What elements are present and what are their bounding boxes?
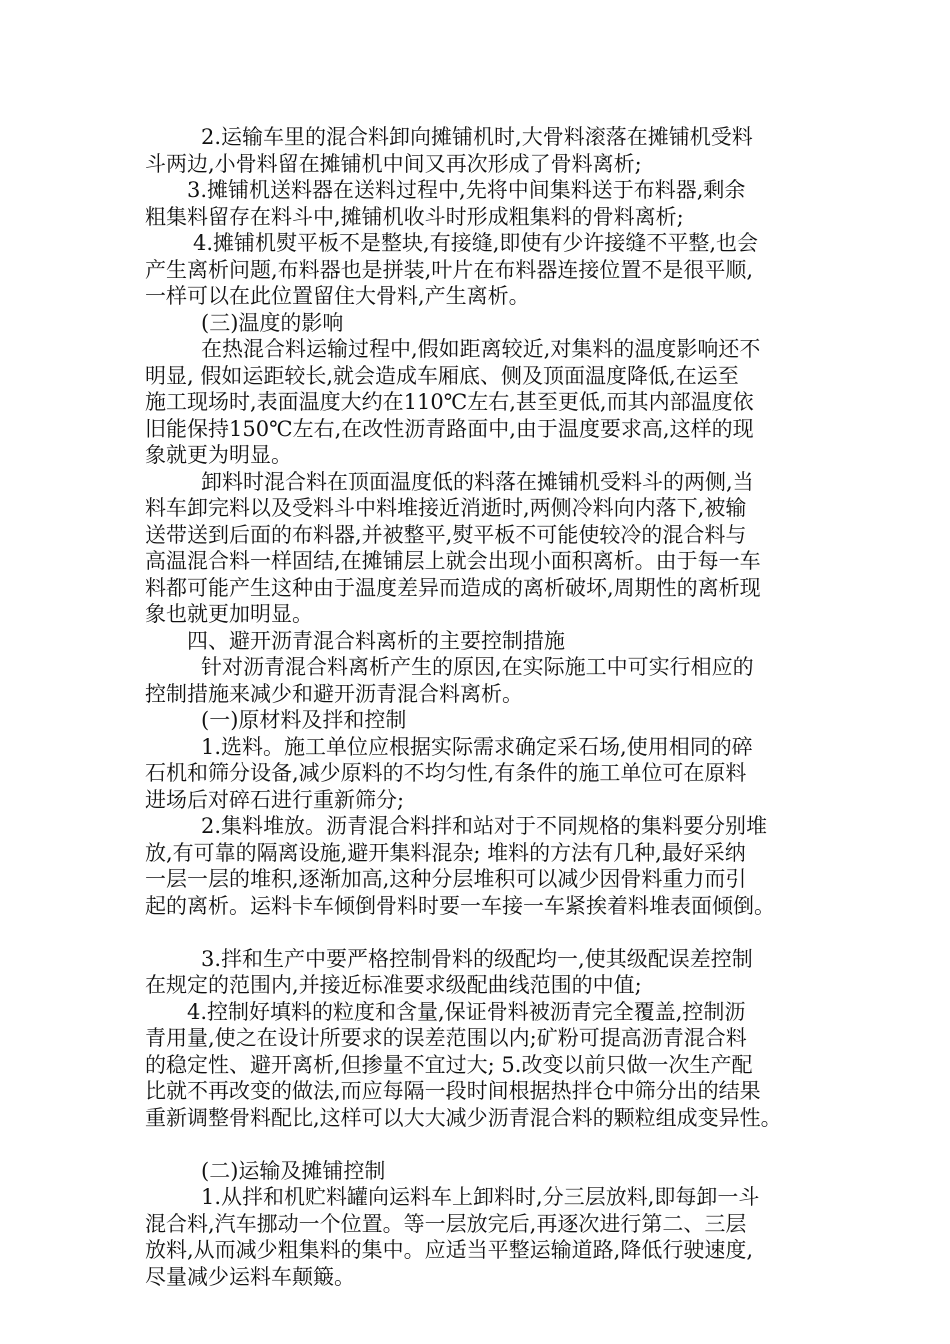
text-line: 放,有可靠的隔离设施,避开集料混杂; 堆料的方法有几种,最好采纳 xyxy=(145,840,746,865)
paragraph-p1 xyxy=(145,124,825,177)
text-line: 四、避开沥青混合料离析的主要控制措施 xyxy=(187,628,565,653)
text-line: 高温混合料一样固结,在摊铺层上就会出现小面积离析。由于每一车 xyxy=(145,549,761,573)
text-line: 尽量减少运料车颠簸。 xyxy=(145,1264,355,1289)
text-line: (二)运输及摊铺控制 xyxy=(201,1158,386,1183)
text-line: 4.摊铺机熨平板不是整块,有接缝,即使有少许接缝不平整,也会 xyxy=(193,231,759,255)
text-line: 卸料时混合料在顶面温度低的料落在摊铺机受料斗的两侧,当 xyxy=(201,469,754,494)
text-line: (一)原材料及拌和控制 xyxy=(201,708,407,732)
text-line: 的稳定性、避开离析,但掺量不宜过大; 5.改变以前只做一次生产配 xyxy=(145,1052,753,1077)
text-line: 青用量,使之在设计所要求的误差范围以内;矿粉可提高沥青混合料 xyxy=(145,1026,747,1050)
text-line: 一样可以在此位置留住大骨料,产生离析。 xyxy=(145,284,530,308)
text-line: 比就不再改变的做法,而应每隔一段时间根据热拌仓中筛分出的结果 xyxy=(145,1079,761,1103)
text-line: 1.从拌和机贮料罐向运料车上卸料时,分三层放料,即每卸一斗 xyxy=(201,1185,760,1209)
text-line: 控制措施来减少和避开沥青混合料离析。 xyxy=(145,681,523,706)
text-line: 送带送到后面的布料器,并被整平,熨平板不可能使较冷的混合料与 xyxy=(145,522,747,547)
text-line: 产生离析问题,布料器也是拼装,叶片在布料器连接位置不是很平顺, xyxy=(145,257,754,282)
text-line: 在热混合料运输过程中,假如距离较近,对集料的温度影响还不 xyxy=(201,337,761,361)
text-line: 针对沥青混合料离析产生的原因,在实际施工中可实行相应的 xyxy=(201,655,754,679)
text-line: 象也就更加明显。 xyxy=(145,602,313,626)
document-body xyxy=(145,124,825,1290)
text-line: 粗集料留存在料斗中,摊铺机收斗时形成粗集料的骨料离析; xyxy=(145,204,684,229)
paragraph-p7 xyxy=(145,734,825,814)
text-line: 起的离析。运料卡车倾倒骨料时要一车接一车紧挨着料堆表面倾倒。 xyxy=(145,893,775,918)
section-heading-transport-paving xyxy=(145,1158,825,1185)
text-line: 斗两边,小骨料留在摊铺机中间又再次形成了骨料离析; xyxy=(145,151,642,176)
paragraph-p4 xyxy=(145,336,825,469)
text-line: 施工现场时,表面温度大约在110℃左右,甚至更低,而其内部温度依 xyxy=(145,390,754,414)
paragraph-p10 xyxy=(145,999,825,1132)
blank-line xyxy=(145,1131,825,1158)
text-line: 进场后对碎石进行重新筛分; xyxy=(145,787,405,812)
text-line: 在规定的范围内,并接近标准要求级配曲线范围的中值; xyxy=(145,973,642,997)
text-line: 4.控制好填料的粒度和含量,保证骨料被沥青完全覆盖,控制沥 xyxy=(187,999,746,1024)
section-heading-temperature xyxy=(145,310,825,337)
text-line: 3.拌和生产中要严格控制骨料的级配均一,使其级配误差控制 xyxy=(201,946,753,971)
section-heading-raw-materials xyxy=(145,707,825,734)
text-line: 料车卸完料以及受料斗中料堆接近消逝时,两侧冷料向内落下,被输 xyxy=(145,496,747,520)
paragraph-p5 xyxy=(145,469,825,628)
blank-line xyxy=(145,919,825,946)
text-line: 2.集料堆放。沥青混合料拌和站对于不同规格的集料要分别堆 xyxy=(201,814,768,838)
paragraph-p11 xyxy=(145,1184,825,1290)
section-heading-control-measures xyxy=(145,628,825,655)
text-line: (三)温度的影响 xyxy=(201,310,344,335)
text-line: 放料,从而减少粗集料的集中。应适当平整运输道路,降低行驶速度, xyxy=(145,1238,754,1262)
text-line: 3.摊铺机送料器在送料过程中,先将中间集料送于布料器,剩余 xyxy=(187,178,746,202)
text-line: 料都可能产生这种由于温度差异而造成的离析破坏,周期性的离析现 xyxy=(145,575,761,600)
text-line: 2.运输车里的混合料卸向摊铺机时,大骨料滚落在摊铺机受料 xyxy=(201,125,753,149)
text-line: 旧能保持150℃左右,在改性沥青路面中,由于温度要求高,这样的现 xyxy=(145,416,754,441)
paragraph-p8 xyxy=(145,813,825,919)
text-line: 混合料,汽车挪动一个位置。等一层放完后,再逐次进行第二、三层 xyxy=(145,1211,747,1236)
paragraph-p6 xyxy=(145,654,825,707)
text-line: 1.选料。施工单位应根据实际需求确定采石场,使用相同的碎 xyxy=(201,734,753,759)
text-line: 象就更为明显。 xyxy=(145,443,292,467)
text-line: 明显, 假如运距较长,就会造成车厢底、侧及顶面温度降低,在运至 xyxy=(145,363,739,388)
paragraph-p3 xyxy=(145,230,825,310)
paragraph-p9 xyxy=(145,946,825,999)
text-line: 一层一层的堆积,逐渐加高,这种分层堆积可以减少因骨料重力而引 xyxy=(145,867,747,891)
paragraph-p2 xyxy=(145,177,825,230)
text-line: 重新调整骨料配比,这样可以大大减少沥青混合料的颗粒组成变异性。 xyxy=(145,1105,782,1130)
text-line: 石机和筛分设备,减少原料的不均匀性,有条件的施工单位可在原料 xyxy=(145,761,747,785)
